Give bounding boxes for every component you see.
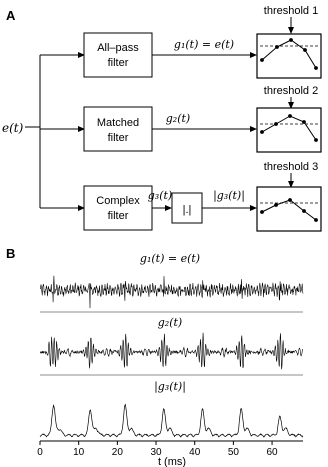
- trace-abs-g3: [40, 405, 303, 438]
- signal-g3-label: g₃(t): [147, 189, 173, 202]
- panel-a-label: A: [6, 8, 16, 23]
- input-signal-label: e(t): [2, 121, 24, 135]
- trace-g2: [40, 333, 303, 370]
- x-tick-label: 40: [189, 447, 201, 458]
- trace-3-title: |g₃(t)|: [154, 380, 186, 393]
- complex-filter-label-1: Complex: [96, 195, 140, 207]
- signal-abs-g3-label: |g₃(t)|: [213, 189, 245, 202]
- allpass-filter-label-2: filter: [107, 57, 129, 69]
- signal-g2-label: g₂(t): [165, 112, 191, 125]
- matched-filter-box: [84, 107, 152, 151]
- trace-g1: [40, 276, 303, 308]
- abs-block-label: |.|: [182, 204, 192, 216]
- threshold-3-box: [257, 187, 321, 231]
- x-tick-label: 20: [111, 447, 123, 458]
- trace-2-title: g₂(t): [157, 316, 183, 329]
- matched-filter-label-2: filter: [107, 132, 129, 144]
- x-tick-label: 60: [266, 447, 278, 458]
- threshold-2-box: [257, 108, 321, 152]
- panel-b-label: B: [6, 246, 16, 261]
- x-tick-label: 50: [227, 447, 239, 458]
- allpass-filter-label-1: All–pass: [97, 42, 139, 54]
- threshold-2-label: threshold 2: [263, 85, 319, 97]
- threshold-1-box: [257, 34, 321, 78]
- matched-filter-label-1: Matched: [96, 117, 140, 129]
- threshold-3-label: threshold 3: [263, 161, 319, 173]
- x-tick-label: 30: [150, 447, 162, 458]
- x-axis-label: t (ms): [157, 456, 187, 467]
- signal-g1-label: g₁(t) = e(t): [173, 38, 235, 51]
- complex-filter-box: [84, 186, 152, 230]
- allpass-filter-box: [84, 33, 152, 77]
- trace-1-title: g₁(t) = e(t): [139, 252, 201, 265]
- threshold-1-label: threshold 1: [263, 5, 319, 17]
- x-tick-label: 10: [73, 447, 85, 458]
- x-tick-label: 0: [37, 447, 43, 458]
- complex-filter-label-2: filter: [107, 210, 129, 222]
